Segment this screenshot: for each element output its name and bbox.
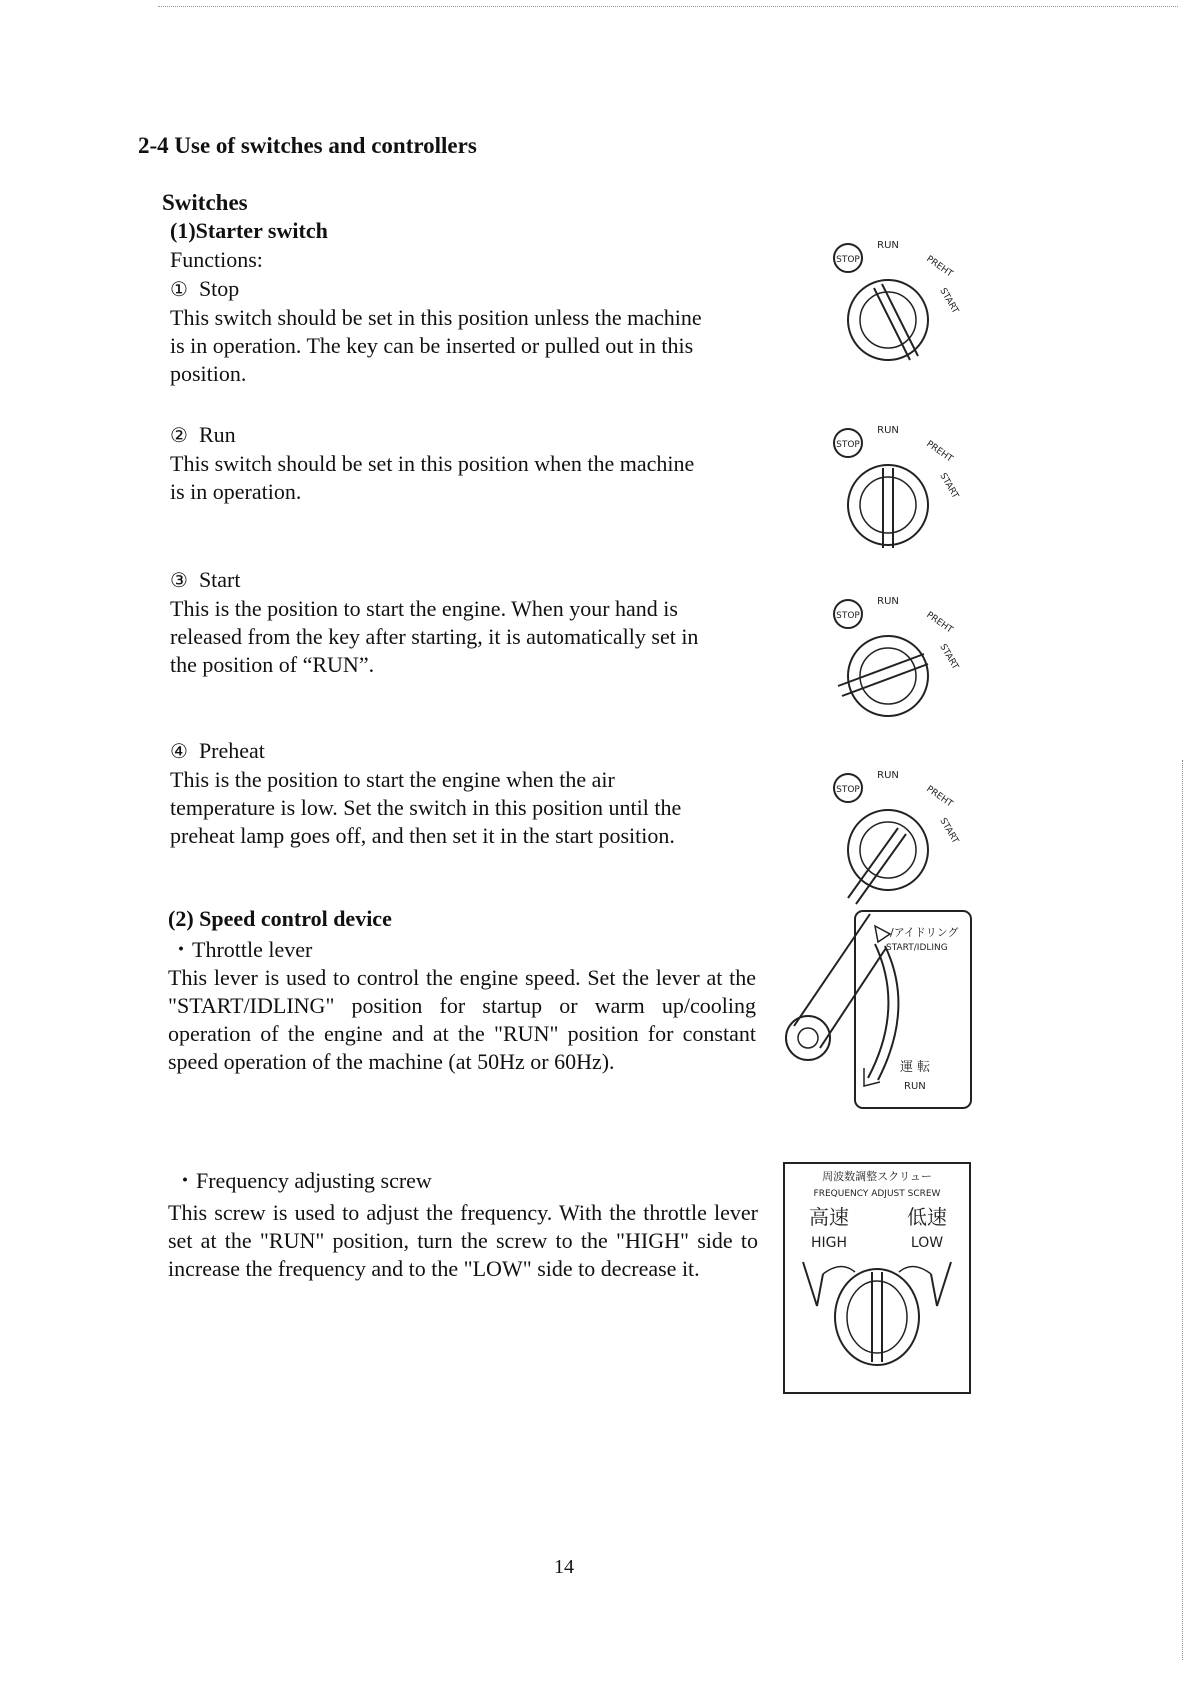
throttle-run-label: RUN xyxy=(904,1081,926,1092)
freq-high-label: HIGH xyxy=(810,1235,848,1251)
throttle-start-idling-label: START/IDLING xyxy=(886,943,948,953)
functions-label: Functions: xyxy=(170,247,263,272)
position-preheat-line: temperature is low. Set the switch in this position until the xyxy=(170,795,682,820)
key-switch-stop-figure xyxy=(828,228,968,378)
page-number: 14 xyxy=(554,1556,574,1578)
freq-low-label: LOW xyxy=(910,1235,944,1251)
throttle-lever-label: ・Throttle lever xyxy=(170,937,313,962)
svg-text:STOP: STOP xyxy=(836,785,860,795)
scan-right-edge xyxy=(1182,760,1183,1660)
position-start-line: released from the key after starting, it is automatically set in xyxy=(170,624,699,649)
throttle-lever-figure xyxy=(780,908,976,1113)
svg-text:START: START xyxy=(937,816,960,846)
position-start-line: This is the position to start the engine. When your hand is xyxy=(170,596,678,621)
frequency-screw-label: ・Frequency adjusting screw xyxy=(174,1168,432,1193)
starter-switch-heading: (1)Starter switch xyxy=(170,218,328,243)
svg-text:PREHT: PREHT xyxy=(924,784,955,810)
throttle-jp-label: /アイドリング xyxy=(890,926,959,939)
throttle-lever-text: This lever is used to control the engine speed. Set the lever at the "START/IDLING" position for startup or warm up/cooling operation of the engine and at the "RUN" position for constant speed operation of the machine (at 50Hz or 60Hz). xyxy=(168,965,756,1074)
position-preheat-title: ④ Preheat xyxy=(170,738,265,763)
switches-heading: Switches xyxy=(162,190,248,215)
svg-text:RUN: RUN xyxy=(877,425,899,436)
svg-text:STOP: STOP xyxy=(836,440,860,450)
position-run-title: ② Run xyxy=(170,422,236,447)
position-start-line: the position of “RUN”. xyxy=(170,652,375,677)
key-switch-start-figure xyxy=(828,584,968,734)
position-start-title: ③ Start xyxy=(170,567,241,592)
freq-en-title: FREQUENCY ADJUST SCREW xyxy=(813,1189,941,1199)
position-stop-line: position. xyxy=(170,361,247,386)
frequency-adjust-screw-figure xyxy=(783,1162,973,1395)
frequency-screw-text: This screw is used to adjust the frequency. With the throttle lever set at the "RUN" position, turn the screw to the "HIGH" side to increase the frequency and to the "LOW" side to decrease it. xyxy=(168,1200,758,1281)
svg-text:PREHT: PREHT xyxy=(924,610,955,636)
svg-text:START: START xyxy=(937,471,960,501)
section-title: 2-4 Use of switches and controllers xyxy=(138,133,477,158)
scan-top-edge xyxy=(158,6,1178,7)
position-stop-line: is in operation. The key can be inserted or pulled out in this xyxy=(170,333,694,358)
svg-text:START: START xyxy=(937,286,960,316)
position-run-line: This switch should be set in this position when the machine xyxy=(170,451,695,476)
svg-text:STOP: STOP xyxy=(836,611,860,621)
svg-text:RUN: RUN xyxy=(877,596,899,607)
svg-text:PREHT: PREHT xyxy=(924,439,955,465)
position-stop-line: This switch should be set in this position unless the machine xyxy=(170,305,702,330)
key-switch-run-figure xyxy=(828,413,968,563)
position-stop-title: ① Stop xyxy=(170,276,240,301)
position-run-line: is in operation. xyxy=(170,479,302,504)
svg-text:PREHT: PREHT xyxy=(924,254,955,280)
svg-text:RUN: RUN xyxy=(877,240,899,251)
position-preheat-line: preheat lamp goes off, and then set it in the start position. xyxy=(170,823,675,848)
svg-text:START: START xyxy=(937,642,960,672)
freq-low-jp: 低速 xyxy=(907,1205,947,1229)
position-preheat-line: This is the position to start the engine when the air xyxy=(170,767,615,792)
svg-text:STOP: STOP xyxy=(836,255,860,265)
throttle-run-jp-label: 運 転 xyxy=(900,1060,931,1075)
speed-control-heading: (2) Speed control device xyxy=(168,906,392,931)
freq-jp-title: 周波数調整スクリュー xyxy=(822,1170,932,1183)
freq-high-jp: 高速 xyxy=(809,1205,849,1229)
svg-text:RUN: RUN xyxy=(877,770,899,781)
key-switch-preheat-figure xyxy=(828,758,968,908)
